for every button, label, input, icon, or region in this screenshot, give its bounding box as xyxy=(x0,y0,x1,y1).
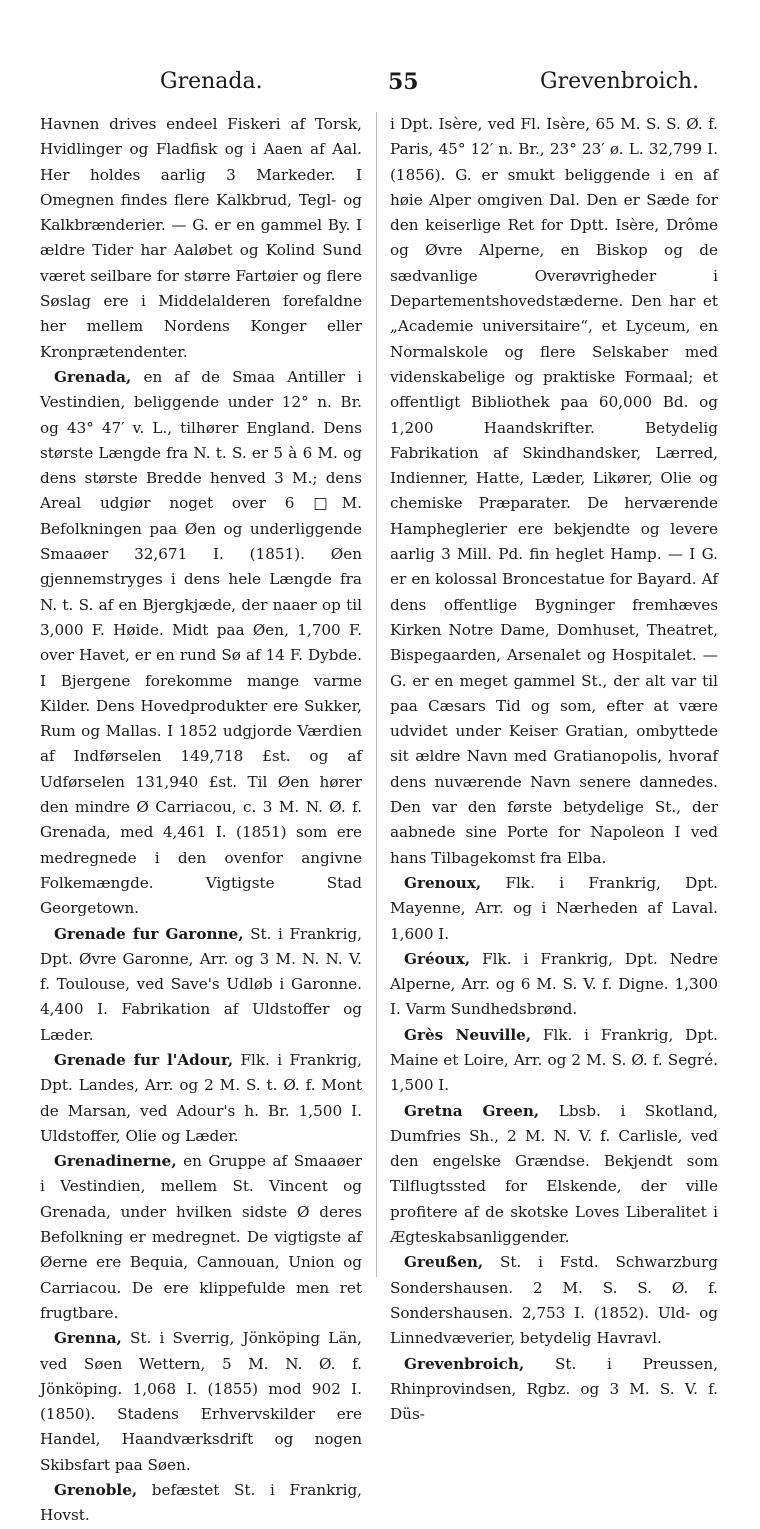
header-left-guide-word: Grenada. xyxy=(160,69,263,94)
entry xyxy=(40,1326,362,1478)
entry xyxy=(390,1023,718,1099)
entry xyxy=(390,112,718,871)
entry-text: Flk. i Frankrig, Dpt. Nedre Alperne, Arr. og 6 M. S. V. f. Digne. 1,300 I. Varm Sundhedsbrønd. xyxy=(390,949,718,1019)
entry-text: St. i Preussen, Rhinprovindsen, Rgbz. og 3 M. S. V. f. Düs- xyxy=(390,1354,718,1424)
entry xyxy=(40,1478,362,1529)
entry-text: befæstet St. i Frankrig, Hovst. xyxy=(40,1481,362,1525)
running-header xyxy=(40,62,740,102)
entry-text: i Dpt. Isère, ved Fl. Isère, 65 M. S. S. Ø. f. Paris, 45° 12′ n. Br., 23° 23′ ø. L. 32,799 I. (1856). G. er smukt beliggende i en af høie Alper omgiven Dal. Den er Sæde for den keiserlige Ret for Dptt. Isère, Drôme og Øvre Alperne, en Biskop og de sædvanlige Overøvrigheder i Departementshovedstæderne. Den har et „Academie universitaire“, et Lyceum, en Normalskole og flere Selskaber med videnskabelige og praktiske Formaal; et offentligt Bibliothek paa 60,000 Bd. og 1,200 Haandskrifter. Betydelig Fabrikation af Skindhandsker, Lærred, Indienner, Hatte, Læder, Likører, Olie og chemiske Præparater. De herværende Hampheglerier ere bekjendte og levere aarlig 3 Mill. Pd. fin heglet Hamp. — I G. er en kolossal Broncestatue for Bayard. Af dens offentlige Bygninger fremhæves Kirken Notre Dame, Domhuset, Theatret, Bispegaarden, Arsenalet og Hospitalet. — G. er en meget gammel St., der alt var til paa Cæsars Tid og som, efter at være udvidet under Keiser Gratian, ombyttede sit ældre Navn med Gratianopolis, hvoraf dens nuværende Navn senere dannedes. Den var den første betydelige St., der aabnede sine Porte for Napoleon I ved hans Tilbagekomst fra Elba. xyxy=(390,115,718,867)
entry-headword: Greußen, xyxy=(404,1253,484,1272)
entry-headword: Grenade fur l'Adour, xyxy=(54,1050,234,1069)
page-number: 55 xyxy=(388,69,419,95)
entry-headword: Grenada, xyxy=(54,367,132,386)
entry xyxy=(40,1149,362,1326)
entry xyxy=(40,365,362,922)
entry xyxy=(390,1352,718,1428)
entry-text: St. i Frankrig, Dpt. Øvre Garonne, Arr. og 3 M. N. N. V. f. Toulouse, ved Save's Udløb i Garonne. 4,400 I. Fabrikation af Uldstoffer og Læder. xyxy=(40,924,362,1044)
entry-headword: Grevenbroich, xyxy=(404,1354,525,1373)
entry-headword: Grenna, xyxy=(54,1329,122,1348)
entry-text: en Gruppe af Smaaøer i Vestindien, mellem St. Vincent og Grenada, under hvilken sidste Ø deres Befolkning er medregnet. De vigtigste af Øerne ere Bequia, Cannouan, Union og Carriacou. De ere klippefulde men ret frugtbare. xyxy=(40,1152,362,1322)
entry-headword: Grenoble, xyxy=(54,1481,138,1500)
entry-text: Havnen drives endeel Fiskeri af Torsk, Hvidlinger og Fladfisk og i Aaen af Aal. Her holdes aarlig 3 Markeder. I Omegnen findes flere Kalkbrud, Tegl- og Kalkbrænderier. — G. er en gammel By. I ældre Tider har Aaløbet og Kolind Sund været seilbare for større Fartøier og flere Søslag ere i Middelalderen forefaldne her mellem Nordens Konger eller Kronprætendenter. xyxy=(40,115,362,361)
entry xyxy=(390,1250,718,1351)
entry-text: St. i Sverrig, Jönköping Län, ved Søen Wettern, 5 M. N. Ø. f. Jönköping. 1,068 I. (1855) mod 902 I. (1850). Stadens Erhvervskilder ere Handel, Haandværksdrift og nogen Skibsfart paa Søen. xyxy=(40,1329,362,1474)
entry-headword: Grenadinerne, xyxy=(54,1152,177,1171)
entry-text: Flk. i Frankrig, Dpt. Landes, Arr. og 2 M. S. t. Ø. f. Mont de Marsan, ved Adour's h. Br. 1,500 I. Uldstoffer, Olie og Læder. xyxy=(40,1050,362,1145)
entry-headword: Grès Neuville, xyxy=(404,1025,532,1044)
entry-headword: Grenoux, xyxy=(404,873,482,892)
entry-text: Flk. i Frankrig, Dpt. Maine et Loire, Arr. og 2 M. S. Ø. f. Segré. 1,500 I. xyxy=(390,1025,718,1095)
entry-text: Flk. i Frankrig, Dpt. Mayenne, Arr. og i Nærheden af Laval. 1,600 I. xyxy=(390,873,718,943)
entry-text: Lbsb. i Skotland, Dumfries Sh., 2 M. N. V. f. Carlisle, ved den engelske Grændse. Bekjendt som Tilflugtssted for Elskende, der ville profitere af de skotske Loves Liberalitet i Ægteskabsanliggender. xyxy=(390,1101,718,1247)
entry-text: St. i Fstd. Schwarzburg Sondershausen. 2 M. S. S. Ø. f. Sondershausen. 2,753 I. (1852). Uld- og Linnedvæverier, betydelig Havravl. xyxy=(390,1253,718,1348)
column-divider xyxy=(376,112,377,1277)
entry xyxy=(390,947,718,1023)
entry-headword: Gréoux, xyxy=(404,949,471,968)
entry xyxy=(40,922,362,1048)
entry xyxy=(390,1099,718,1251)
entry-headword: Gretna Green, xyxy=(404,1101,540,1120)
entry xyxy=(40,1048,362,1149)
right-column xyxy=(390,112,718,1427)
left-column xyxy=(40,112,362,1529)
entry-headword: Grenade fur Garonne, xyxy=(54,924,244,943)
entry xyxy=(390,871,718,947)
entry xyxy=(40,112,362,365)
entry-text: en af de Smaa Antiller i Vestindien, beliggende under 12° n. Br. og 43° 47′ v. L., tilhører England. Dens største Længde fra N. t. S. er 5 à 6 M. og dens største Bredde henved 3 M.; dens Areal udgiør noget over 6 □M. Befolkningen paa Øen og underliggende Smaaøer 32,671 I. (1851). Øen gjennemstryges i dens hele Længde fra N. t. S. af en Bjergkjæde, der naaer op til 3,000 F. Høide. Midt paa Øen, 1,700 F. over Havet, er en rund Sø af 14 F. Dybde. I Bjergene forekomme mange varme Kilder. Dens Hovedprodukter ere Sukker, Rum og Mallas. I 1852 udgjorde Værdien af Indførselen 149,718 £st. og af Udførselen 131,940 £st. Til Øen hører den mindre Ø Carriacou, c. 3 M. N. Ø. f. Grenada, med 4,461 I. (1851) som ere medregnede i den ovenfor angivne Folkemængde. Vigtigste Stad Georgetown. xyxy=(40,367,362,918)
header-right-guide-word: Grevenbroich. xyxy=(540,69,700,94)
